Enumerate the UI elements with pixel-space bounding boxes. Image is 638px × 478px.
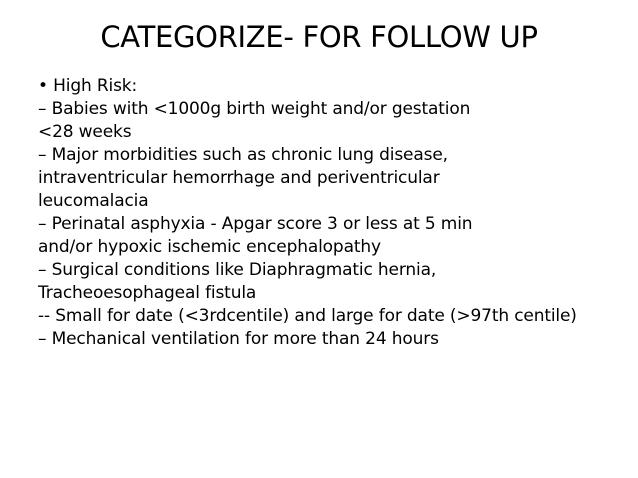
body-line: -- Small for date (<3rdcentile) and large for date (>97th centile) [38,306,577,326]
slide-title: CATEGORIZE- FOR FOLLOW UP [100,20,538,54]
body-line: – Mechanical ventilation for more than 24 hours [38,329,439,349]
bullet-high-risk: • High Risk: [38,76,138,96]
body-line: intraventricular hemorrhage and periventricular [38,168,440,188]
body-line: – Perinatal asphyxia - Apgar score 3 or less at 5 min [38,214,473,234]
slide-body [38,75,618,351]
body-line: – Babies with <1000g birth weight and/or gestation [38,99,471,119]
body-line: – Major morbidities such as chronic lung disease, [38,145,448,165]
body-line: leucomalacia [38,191,149,211]
body-line: <28 weeks [38,122,132,142]
body-line: and/or hypoxic ischemic encephalopathy [38,237,381,257]
body-line: Tracheoesophageal fistula [38,283,257,303]
body-line: – Surgical conditions like Diaphragmatic hernia, [38,260,437,280]
